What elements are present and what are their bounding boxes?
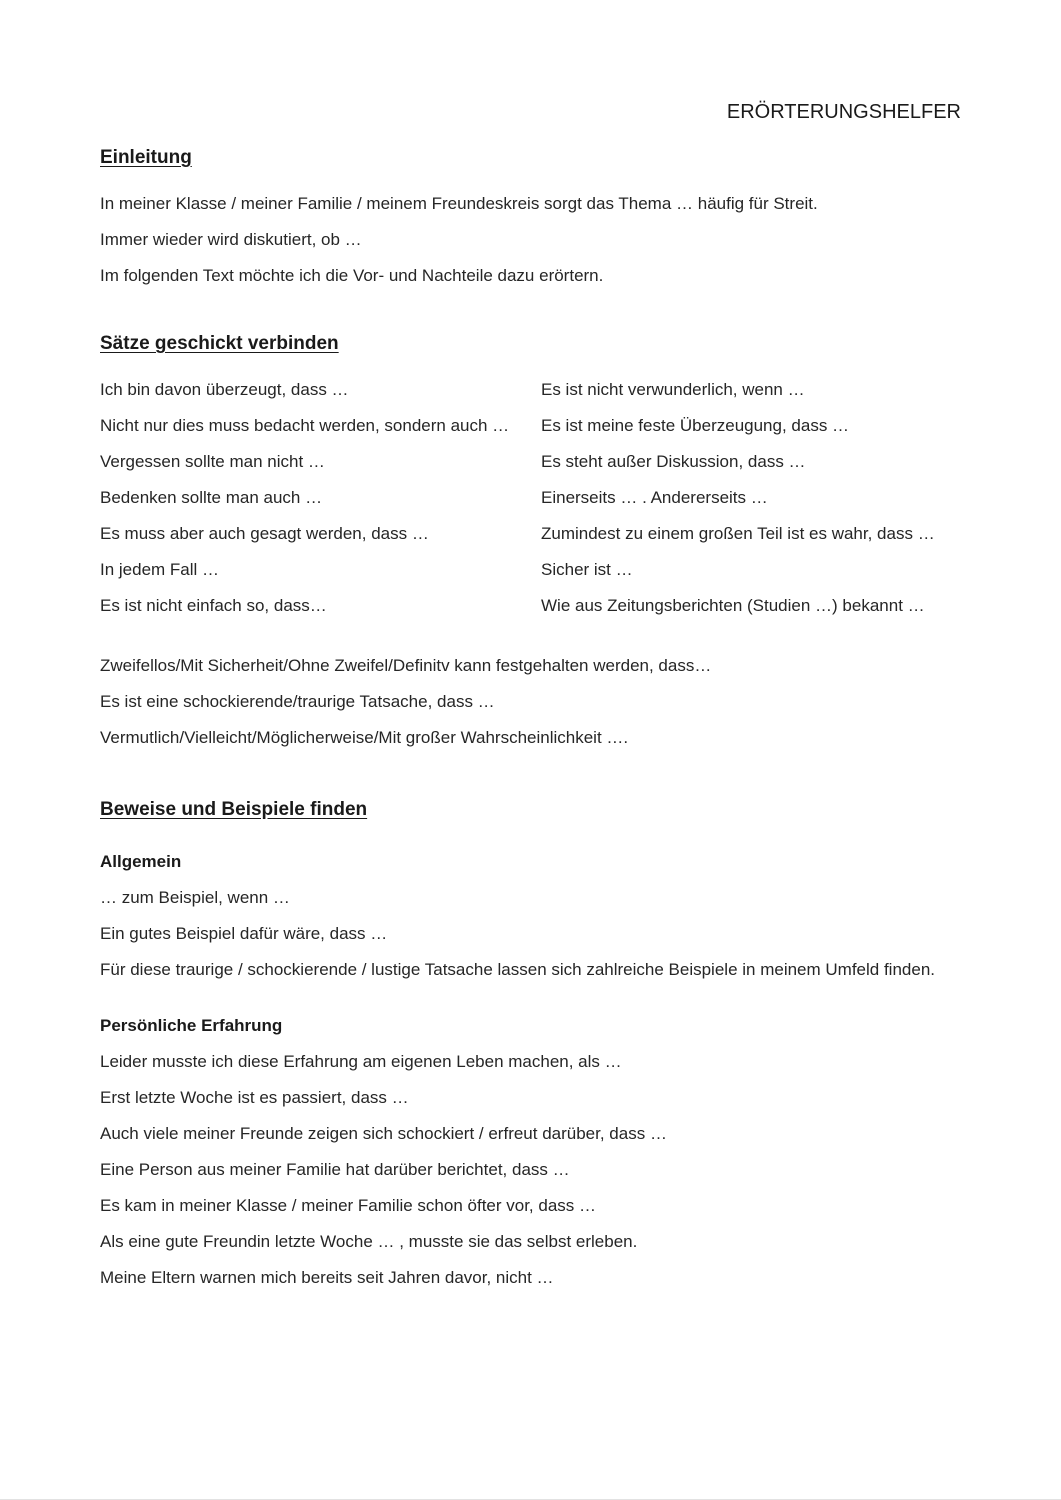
text-line: Einerseits … . Andererseits … (541, 488, 768, 507)
text-line: Leider musste ich diese Erfahrung am eigenen Leben machen, als … (100, 1052, 622, 1071)
text-line: Meine Eltern warnen mich bereits seit Jahren davor, nicht … (100, 1268, 554, 1287)
extra-lines (100, 648, 961, 756)
section-heading-beweise: Beweise und Beispiele finden (100, 799, 368, 820)
text-line: Für diese traurige / schockierende / lustige Tatsache lassen sich zahlreiche Beispiele in meinem Umfeld finden. (100, 960, 936, 979)
section-beweise (100, 796, 961, 1296)
text-line: Es muss aber auch gesagt werden, dass … (100, 524, 429, 543)
text-line: Nicht nur dies muss bedacht werden, sondern auch … (100, 416, 510, 435)
section-einleitung (100, 144, 961, 294)
text-line: Es ist eine schockierende/traurige Tatsache, dass … (100, 692, 495, 711)
two-column-list (100, 372, 961, 624)
text-line: In jedem Fall … (100, 560, 220, 579)
document-title: ERÖRTERUNGSHELFER (726, 101, 961, 123)
text-line: Es ist meine feste Überzeugung, dass … (541, 416, 850, 435)
subheading-allgemein: Allgemein (100, 852, 182, 871)
text-line: Es steht außer Diskussion, dass … (541, 452, 806, 471)
section-verbinden (100, 330, 961, 756)
text-line: Wie aus Zeitungsberichten (Studien …) bekannt … (541, 596, 925, 615)
column-left (100, 372, 541, 624)
section-heading-verbinden: Sätze geschickt verbinden (100, 333, 339, 354)
text-line: Vermutlich/Vielleicht/Möglicherweise/Mit großer Wahrscheinlichkeit …. (100, 728, 629, 747)
text-line: Bedenken sollte man auch … (100, 488, 323, 507)
text-line: Auch viele meiner Freunde zeigen sich schockiert / erfreut darüber, dass … (100, 1124, 667, 1143)
text-line: Zweifellos/Mit Sicherheit/Ohne Zweifel/Definitv kann festgehalten werden, dass… (100, 656, 712, 675)
text-line: Im folgenden Text möchte ich die Vor- und Nachteile dazu erörtern. (100, 266, 604, 285)
text-line: Ein gutes Beispiel dafür wäre, dass … (100, 924, 388, 943)
text-line: Es ist nicht einfach so, dass… (100, 596, 327, 615)
subheading-persoenliche-erfahrung: Persönliche Erfahrung (100, 1016, 283, 1035)
text-line: Als eine gute Freundin letzte Woche … , musste sie das selbst erleben. (100, 1232, 638, 1251)
text-line: In meiner Klasse / meiner Familie / meinem Freundeskreis sorgt das Thema … häufig für Streit. (100, 194, 818, 213)
text-line: Zumindest zu einem großen Teil ist es wahr, dass … (541, 524, 935, 543)
text-line: Es ist nicht verwunderlich, wenn … (541, 380, 805, 399)
section-heading-einleitung: Einleitung (100, 147, 192, 168)
text-line: Ich bin davon überzeugt, dass … (100, 380, 349, 399)
text-line: … zum Beispiel, wenn … (100, 888, 290, 907)
text-line: Vergessen sollte man nicht … (100, 452, 325, 471)
text-line: Immer wieder wird diskutiert, ob … (100, 230, 362, 249)
text-line: Sicher ist … (541, 560, 633, 579)
text-line: Erst letzte Woche ist es passiert, dass … (100, 1088, 409, 1107)
text-line: Es kam in meiner Klasse / meiner Familie schon öfter vor, dass … (100, 1196, 597, 1215)
text-line: Eine Person aus meiner Familie hat darüber berichtet, dass … (100, 1160, 570, 1179)
column-right (541, 372, 961, 624)
